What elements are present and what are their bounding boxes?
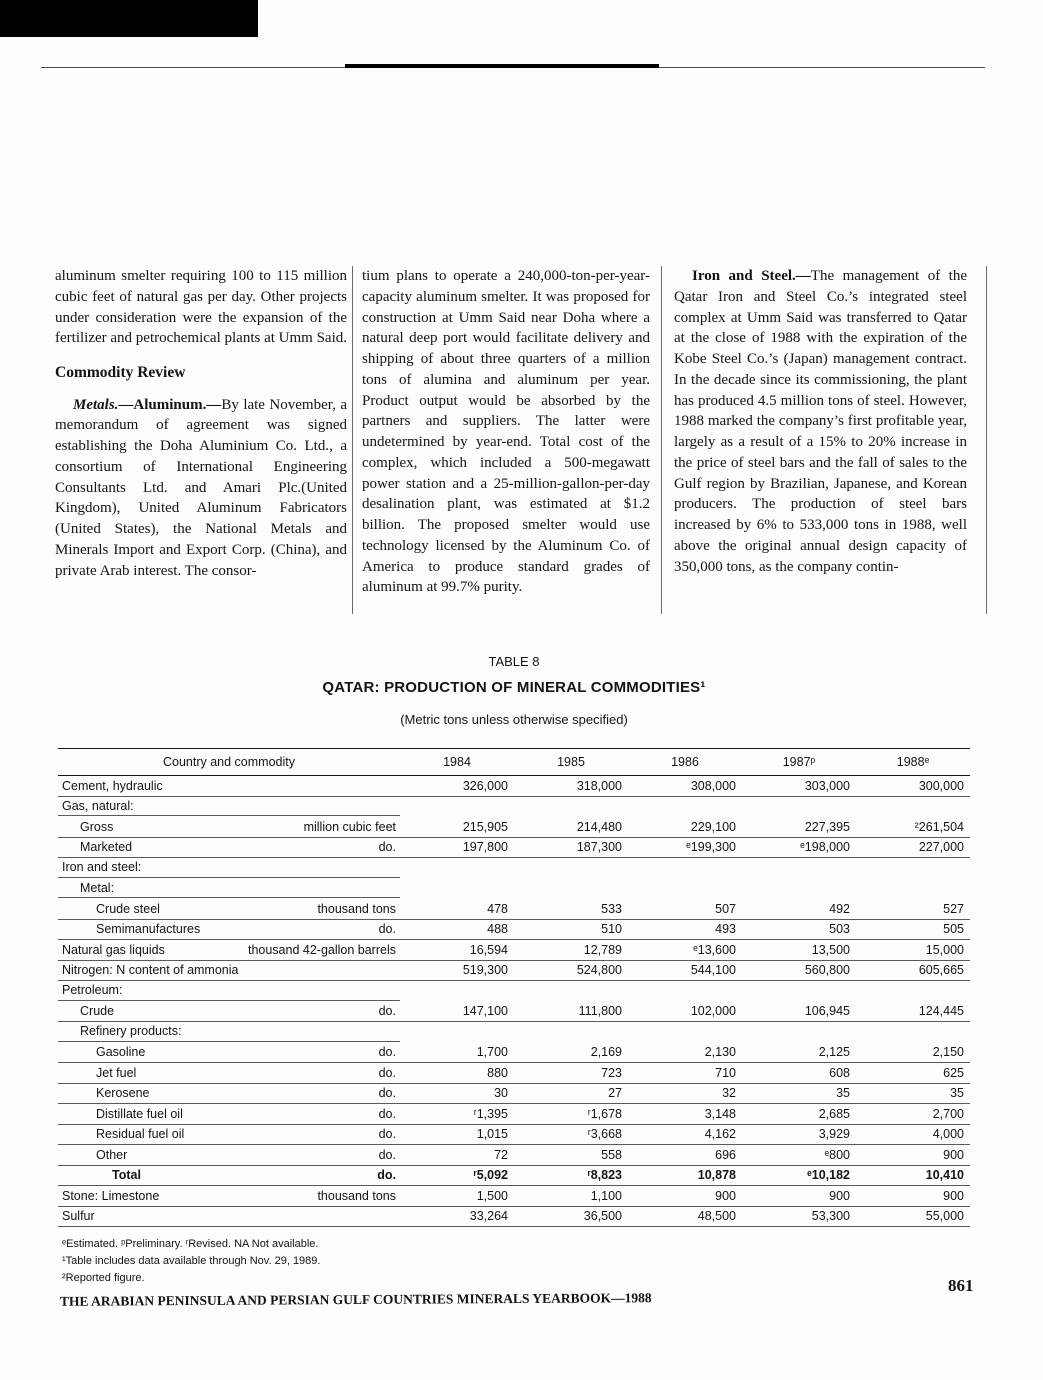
table-row: [58, 1166, 970, 1187]
row-stub: [58, 902, 400, 916]
row-value: 27: [608, 1086, 622, 1101]
row-label: Refinery products:: [80, 1024, 182, 1039]
row-value: 72: [494, 1147, 508, 1162]
row-value: 106,945: [804, 1004, 850, 1019]
table-subtitle: (Metric tons unless otherwise specified): [400, 712, 628, 727]
row-value: 214,480: [576, 819, 622, 834]
row-value: 147,100: [462, 1004, 508, 1019]
row-value: 900: [943, 1188, 964, 1203]
row-unit: do.: [378, 1106, 396, 1121]
row-value: 696: [715, 1147, 736, 1162]
page-number: 861: [948, 1276, 974, 1295]
row-value: 492: [829, 901, 850, 916]
row-value: ᵉ198,000: [800, 840, 850, 855]
year-column-header: 1985: [557, 755, 585, 769]
row-stub: [58, 1066, 400, 1080]
paragraph: tium plans to operate a 240,000-ton-per-year-capacity aluminum smelter. It was proposed for construction at Umm Said near Doha where a natural deep port would facilitate delivery and shipping of about three quarters of a million tons of alumina and aluminum per year. Product output would be absorbed by the partners and suppliers. The latter were undetermined by year-end. Total cost of the complex, which included a 500-megawatt power station and a 25-million-gallon-per-day desalination plant, was estimated at $1.2 billion. The proposed smelter would use technology licensed by the Aluminum Co. of America to produce standard grades of aluminum at 99.7% purity.: [362, 268, 650, 596]
row-stub: [58, 1022, 400, 1042]
table-row: [58, 1002, 970, 1023]
table-row: [58, 838, 970, 859]
row-value: 900: [943, 1147, 964, 1162]
column-divider-2: [661, 266, 662, 614]
row-value: 507: [715, 901, 736, 916]
table-row: [58, 1207, 970, 1228]
row-value: 215,905: [462, 819, 508, 834]
row-value: ʳ1,678: [587, 1106, 622, 1121]
row-value: 493: [715, 922, 736, 937]
row-unit: million cubic feet: [303, 819, 396, 834]
row-value: 55,000: [925, 1209, 964, 1224]
row-value: 227,000: [918, 840, 964, 855]
row-value: 900: [829, 1188, 850, 1203]
row-value: 2,685: [818, 1106, 850, 1121]
row-value: 544,100: [690, 963, 736, 978]
row-value: 308,000: [690, 778, 736, 793]
row-value: ʳ1,395: [473, 1106, 508, 1121]
row-label: Stone: Limestone: [62, 1188, 160, 1203]
row-label: Crude: [80, 1004, 115, 1019]
row-value: 15,000: [925, 942, 964, 957]
table-row: [58, 776, 970, 797]
row-value: 558: [601, 1147, 622, 1162]
table-footnotes: [62, 1236, 320, 1287]
row-value: 32: [722, 1086, 736, 1101]
row-value: 2,700: [932, 1106, 964, 1121]
row-value: 1,500: [476, 1188, 508, 1203]
row-value: 2,125: [818, 1045, 850, 1060]
data-table: [58, 748, 970, 1227]
table-row: [58, 940, 970, 961]
row-stub: [58, 1189, 400, 1203]
row-value: 1,700: [476, 1045, 508, 1060]
row-value: 4,162: [704, 1127, 736, 1142]
row-stub: [58, 922, 400, 936]
row-unit: thousand tons: [317, 1188, 396, 1203]
row-value: 710: [715, 1065, 736, 1080]
row-value: 478: [487, 901, 508, 916]
year-column-header: 1986: [671, 755, 699, 769]
row-value: 1,015: [476, 1127, 508, 1142]
column-divider-3: [986, 266, 987, 614]
row-value: 187,300: [576, 840, 622, 855]
row-stub: [58, 981, 400, 1001]
paragraph-text: By late November, a memorandum of agreement was signed establishing the Doha Aluminium Co. Ltd., a consortium of International Engineering Consultants Ltd. and Amari Plc.(United Kingdom), United Aluminum Fabricators (United States), the National Metals and Minerals Import and Export Corp. (China), and private Arab interest. The consor-: [55, 396, 347, 579]
row-label: Petroleum:: [62, 983, 123, 998]
row-label: Distillate fuel oil: [96, 1106, 183, 1121]
row-value: 560,800: [804, 963, 850, 978]
table-rows: [58, 776, 970, 1227]
row-unit: do.: [378, 840, 396, 855]
paragraph: [55, 395, 347, 582]
row-value: 519,300: [462, 963, 508, 978]
row-value: 35: [950, 1086, 964, 1101]
table-row: [58, 899, 970, 920]
text-column-1: [55, 266, 347, 581]
row-value: 124,445: [918, 1004, 964, 1019]
paragraph: [674, 266, 967, 577]
row-value: 2,130: [704, 1045, 736, 1060]
row-value: 13,500: [811, 942, 850, 957]
row-value: 102,000: [690, 1004, 736, 1019]
row-value: 510: [601, 922, 622, 937]
row-value: 2,150: [932, 1045, 964, 1060]
row-unit: do.: [378, 1127, 396, 1142]
row-unit: do.: [377, 1168, 396, 1183]
row-label: Gas, natural:: [62, 798, 134, 813]
paragraph-text: The management of the Qatar Iron and Steel Co.’s integrated steel complex at Umm Said was transferred to Qatar at the close of 1988 with the expiration of the Kobe Steel Co.’s (Japan) management contract. In the decade since its commissioning, the plant has produced 4.5 million tons of steel. However, 1988 marked the company’s first profitable year, largely as a result of a 15% to 20% increase in the price of steel bars and the fall of sales to the Gulf region by Brazilian, Japanese, and Korean producers. The production of steel bars increased by 6% to 533,000 tons in 1988, well above the original annual design capacity of 350,000 tons, as the company contin-: [674, 268, 967, 575]
row-stub: [58, 1004, 400, 1018]
row-label: Iron and steel:: [62, 860, 142, 875]
text-column-3: [674, 266, 967, 577]
row-stub: [58, 879, 400, 899]
table-row: [58, 1104, 970, 1125]
row-value: 503: [829, 922, 850, 937]
row-value: ²261,504: [914, 819, 964, 834]
table-row: [58, 1125, 970, 1146]
row-label: Total: [112, 1168, 141, 1183]
year-column-header: 1984: [443, 755, 471, 769]
row-value: 608: [829, 1065, 850, 1080]
row-value: 12,789: [583, 942, 622, 957]
table-header-row: [58, 749, 970, 776]
row-stub: [58, 1148, 400, 1162]
row-value: 527: [943, 901, 964, 916]
row-value: 16,594: [469, 942, 508, 957]
row-value: ᵉ13,600: [693, 942, 736, 957]
row-label: Nitrogen: N content of ammonia: [62, 963, 239, 978]
row-stub: [58, 943, 400, 957]
row-unit: do.: [378, 1045, 396, 1060]
row-value: 197,800: [462, 840, 508, 855]
row-label: Jet fuel: [96, 1065, 137, 1080]
table-row: [58, 1084, 970, 1105]
row-unit: thousand 42-gallon barrels: [247, 942, 396, 957]
row-value: 10,410: [925, 1168, 964, 1183]
table-section-row: [58, 1022, 970, 1043]
row-stub: [58, 797, 400, 817]
row-stub: [58, 1168, 400, 1182]
row-value: 33,264: [469, 1209, 508, 1224]
table-row: [58, 961, 970, 982]
row-value: 605,665: [918, 963, 964, 978]
row-label: Gross: [80, 819, 114, 834]
row-value: 53,300: [811, 1209, 850, 1224]
row-label: Sulfur: [62, 1209, 95, 1224]
row-stub: [58, 779, 400, 793]
row-value: 723: [601, 1065, 622, 1080]
row-label: Natural gas liquids: [62, 942, 165, 957]
row-value: 625: [943, 1065, 964, 1080]
column-divider-1: [352, 266, 353, 614]
row-value: 533: [601, 901, 622, 916]
em-dash: —: [206, 396, 222, 413]
row-value: ᵉ800: [824, 1147, 850, 1162]
row-stub: [58, 1045, 400, 1059]
table-row: [58, 1063, 970, 1084]
top-black-bar: [0, 0, 258, 37]
em-dash: —: [795, 268, 811, 284]
table-row: [58, 1145, 970, 1166]
table-section-row: [58, 858, 970, 879]
row-label: Kerosene: [96, 1086, 150, 1101]
row-value: ᵉ199,300: [686, 840, 736, 855]
row-value: 30: [494, 1086, 508, 1101]
row-unit: do.: [378, 922, 396, 937]
footnote-line: ᵉEstimated. ᵖPreliminary. ʳRevised. NA Not available.: [62, 1238, 319, 1250]
row-value: ʳ3,668: [587, 1127, 622, 1142]
row-value: 111,800: [578, 1004, 622, 1019]
row-value: 227,395: [804, 819, 850, 834]
row-unit: do.: [378, 1086, 396, 1101]
row-value: 4,000: [932, 1127, 964, 1142]
row-value: 524,800: [576, 963, 622, 978]
row-value: 48,500: [697, 1209, 736, 1224]
row-stub: [58, 840, 400, 854]
top-horizontal-rule-thick: [345, 64, 659, 68]
row-label: Crude steel: [96, 901, 160, 916]
row-stub: [58, 1107, 400, 1121]
row-label: Other: [96, 1147, 128, 1162]
row-value: 880: [487, 1065, 508, 1080]
row-value: 488: [487, 922, 508, 937]
row-value: 505: [943, 922, 964, 937]
row-stub: [58, 1209, 400, 1223]
table-title: QATAR: PRODUCTION OF MINERAL COMMODITIES¹: [322, 679, 706, 696]
row-value: 3,148: [704, 1106, 736, 1121]
table-section-row: [58, 981, 970, 1002]
row-value: 229,100: [690, 819, 736, 834]
table-section-row: [58, 797, 970, 818]
table-row: [58, 817, 970, 838]
row-value: 326,000: [462, 778, 508, 793]
row-value: 318,000: [576, 778, 622, 793]
text-column-2: [362, 266, 650, 598]
paragraph-lead-bold: Iron and Steel.: [692, 268, 796, 284]
year-column-header: 1988ᵉ: [896, 755, 930, 769]
row-label: Gasoline: [96, 1045, 146, 1060]
row-label: Residual fuel oil: [96, 1127, 185, 1142]
row-value: ʳ8,823: [587, 1168, 622, 1183]
row-label: Cement, hydraulic: [62, 778, 163, 793]
row-value: 36,500: [583, 1209, 622, 1224]
row-stub: [58, 963, 400, 977]
paragraph-lead-bold: Aluminum.: [133, 396, 207, 413]
paragraph-lead-italic: Metals.: [73, 396, 119, 413]
row-stub: [58, 1127, 400, 1141]
row-value: 3,929: [818, 1127, 850, 1142]
table-number-label: TABLE 8: [488, 654, 540, 669]
table-row: [58, 1043, 970, 1064]
row-unit: do.: [378, 1065, 396, 1080]
row-value: 303,000: [804, 778, 850, 793]
em-dash: —: [118, 396, 134, 413]
paragraph: aluminum smelter requiring 100 to 115 million cubic feet of natural gas per day. Other projects under consideration were the expansion of the fertilizer and petrochemical plants at Umm Said.: [55, 268, 347, 347]
row-value: 10,878: [697, 1168, 736, 1183]
row-value: 1,100: [590, 1188, 622, 1203]
row-value: 2,169: [590, 1045, 622, 1060]
row-stub: [58, 820, 400, 834]
section-heading: Commodity Review: [55, 364, 186, 382]
table-row: [58, 1186, 970, 1207]
row-value: 35: [836, 1086, 850, 1101]
table-section-row: [58, 879, 970, 900]
row-label: Semimanufactures: [96, 922, 201, 937]
footnote-line: ²Reported figure.: [62, 1272, 145, 1285]
year-column-header: 1987ᵖ: [782, 755, 816, 769]
row-stub: [58, 858, 400, 878]
row-unit: do.: [378, 1147, 396, 1162]
running-footer-title: THE ARABIAN PENINSULA AND PERSIAN GULF COUNTRIES MINERALS YEARBOOK—1988: [59, 1290, 652, 1309]
row-value: 900: [715, 1188, 736, 1203]
row-value: ᵉ10,182: [807, 1168, 850, 1183]
footnote-line: ¹Table includes data available through Nov. 29, 1989.: [62, 1255, 321, 1268]
row-label: Marketed: [80, 840, 133, 855]
row-unit: do.: [378, 1004, 396, 1019]
row-label: Metal:: [80, 880, 115, 895]
row-stub: [58, 1086, 400, 1100]
row-value: 300,000: [918, 778, 964, 793]
row-value: ʳ5,092: [473, 1168, 508, 1183]
stub-column-header: Country and commodity: [162, 755, 295, 769]
table-row: [58, 920, 970, 941]
row-unit: thousand tons: [317, 901, 396, 916]
